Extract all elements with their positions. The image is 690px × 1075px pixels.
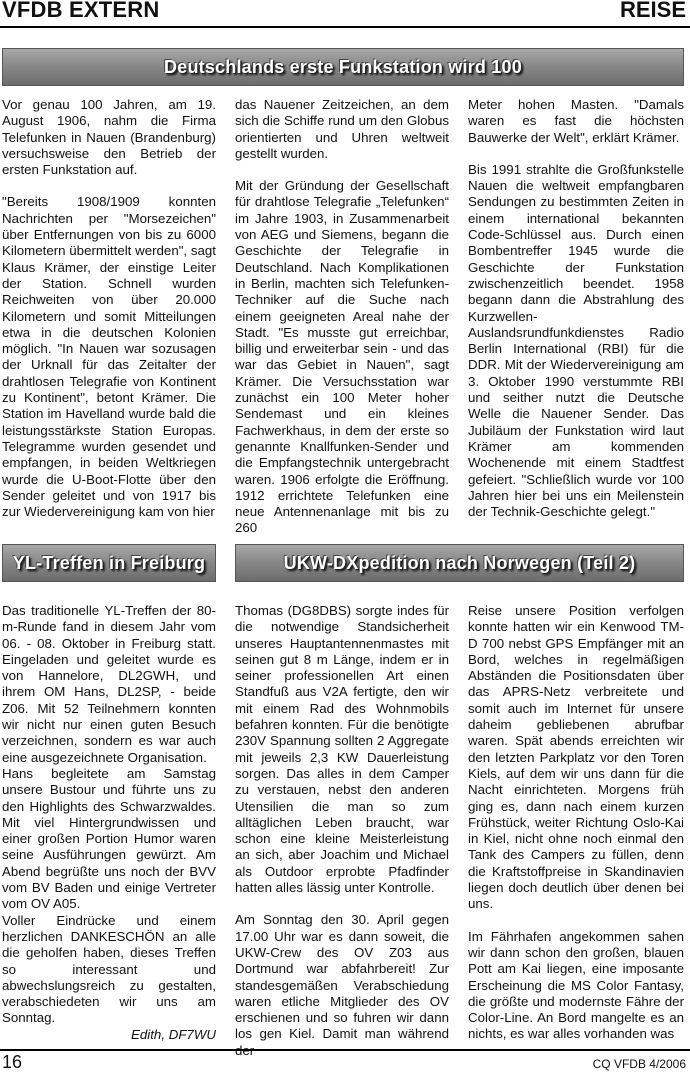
article1-column-2 [235, 97, 449, 536]
article3-column-1 [235, 603, 449, 1058]
paragraph: Thomas (DG8DBS) sorgte indes für die notwendige Standsicherheit unseres Hauptantennenmastes mit seinen gut 8 m Länge, indem er in seiner professionellen Art einen Standfuß aus V2A fertigte, den wir mit einem Rad des Wohnmobils befahren konnten. Für die benötigte 230V Spannung sollten 2 Aggregate mit jeweils 2,3 KW Dauerleistung sorgen. Das alles in dem Camper zu verstauen, nebst den anderen Utensilien die man so zum alltäglichen Leben braucht, war schon eine kleine Meisterleistung an sich, aber Joachim und Michael als Outdoor erprobte Pfadfinder hatten alles lässig unter Kontrolle. [235, 603, 449, 896]
paragraph: Bis 1991 strahlte die Großfunkstelle Nauen die weltweit empfangbaren Sendungen zu bestimmten Zeiten in einem international bekannten Code-Schlüssel aus. Durch einen Bombentreffer 1945 wurde die Geschichte der Funkstation zwischenzeitlich beendet. 1958 begann dann die Abstrahlung des Kurzwellen-Auslandsrundfunkdienstes Radio Berlin International (RBI) für die DDR. Mit der Wiedervereinigung am 3. Oktober 1990 verstummte RBI und seither nutzt die Deutsche Welle die Nauener Sender. Das Jubiläum der Funkstation wird laut Krämer am kommenden Wochenende mit einem Stadtfest gefeiert. "Schließlich wurde vor 100 Jahren hier bei uns ein Meilenstein der Technik-Geschichte gelegt." [468, 161, 684, 520]
article-banner-yl-treffen [2, 544, 216, 582]
paragraph: Im Fährhafen angekommen sahen wir dann schon den großen, blauen Pott am Kai liegen, eine imposante Erscheinung die MS Color Fantasy, die größte und modernste Fähre der Color-Line. An Bord mangelte es an nichts, es war alles vorhanden was [468, 928, 684, 1042]
paragraph: "Bereits 1908/1909 konnten Nachrichten per "Morsezeichen" über Entfernungen von bis zu 6000 Kilometern übermittelt werden", sagt Klaus Krämer, der einstige Leiter der Station. Schnell wurden Reichweiten von über 20.000 Kilometern und somit Mitteilungen etwa in die deutschen Kolonien möglich. "In Nauen war sozusagen der Urknall für das Zeitalter der drahtlosen Telegrafie von Kontinent zu Kontinent", betont Krämer. Die Station im Havelland wurde bald die leistungsstärkste Station Europas. Telegramme wurden gesendet und empfangen, in beiden Weltkriegen wurde die U-Boot-Flotte über den Sender geleitet und von 1917 bis zur Wiedervereinigung kam von hier [2, 194, 216, 520]
paragraph: Voller Eindrücke und einem herzlichen DANKESCHÖN an alle die geholfen haben, dieses Treffen so interessant und abwechslungsreich zu gestalten, verabschiedeten wir uns am Sonntag. [2, 912, 216, 1026]
page-header [0, 0, 690, 26]
footer-rule [0, 1049, 690, 1051]
article1-column-3 [468, 97, 684, 527]
paragraph: Vor genau 100 Jahren, am 19. August 1906, nahm die Firma Telefunken in Nauen (Brandenburg) versuchsweise den Betrieb der ersten Funkstation auf. [2, 97, 216, 178]
article3-column-2 [468, 603, 684, 1043]
paragraph: Das traditionelle YL-Treffen der 80-m-Runde fand in diesem Jahr vom 06. - 08. Oktober in Freiburg statt. Eingeladen und geleitet wurde es von Hannelore, DL2GWH, und ihrem OM Hans, DL2SP, - beide Z06. Mit 52 Teilnehmern konnten wir nicht nur einen guten Besuch verzeichnen, sondern es war auch eine ausgezeichnete Organisation. [2, 603, 216, 765]
article-title: UKW-DXpedition nach Norwegen (Teil 2) [283, 552, 636, 573]
paragraph: Meter hohen Masten. "Damals waren es fast die höchsten Bauwerke der Welt", erklärt Krämer. [468, 97, 684, 145]
section-title-left: VFDB EXTERN [2, 0, 160, 22]
page-number: 16 [2, 1052, 23, 1072]
article-title: YL-Treffen in Freiburg [12, 552, 206, 573]
article-title: Deutschlands erste Funkstation wird 100 [164, 56, 522, 77]
author-signature: Edith, DF7WU [131, 1026, 216, 1042]
paragraph: Reise unsere Position verfolgen konnte hatten wir ein Kenwood TM-D 700 nebst GPS Empfänger mit an Bord, welches in regelmäßigen Abständen die Positionsdaten über das APRS-Netz verbreitete und somit auch im Internet für unsere daheim gebliebenen abrufbar waren. Spät abends erreichten wir den letzten Parkplatz vor den Toren Kiels, auf dem wir uns dann für die Nacht einrichteten. Morgens früh ging es, dann nach einem kurzen Frühstück, weiter Richtung Oslo-Kai in Kiel, nicht ohne noch einmal den Tank des Campers zu füllen, denn die Kraftstoffpreise in Skandinavien liegen doch deutlich über denen bei uns. [468, 603, 684, 912]
paragraph: Hans begleitete am Samstag unsere Bustour und führte uns zu den Highlights des Schwarzwaldes. Mit viel Hintergrundwissen und einer großen Portion Humor waren seine Ausführungen gewürzt. Am Abend begrüßte uns noch der BVV vom BV Baden und einige Vertreter vom OV A05. [2, 765, 216, 912]
article2-column [2, 603, 216, 1043]
issue-label: CQ VFDB 4/2006 [592, 1057, 686, 1071]
paragraph: Mit der Gründung der Gesellschaft für drahtlose Telegrafie „Telefunken“ im Jahre 1903, in Zusammenarbeit von AEG und Siemens, begann die Geschichte der Telegrafie in Deutschland. Nach Komplikationen in Berlin, machten sich Telefunken-Techniker auf die Suche nach einem geeigneten Areal nahe der Stadt. "Es musste gut erreichbar, billig und erweiterbar sein - und das war das Gebiet in Nauen", sagt Krämer. Die Versuchsstation war zunächst ein 100 Meter hoher Sendemast und ein kleines Fachwerkhaus, in dem der erste so genannte Knallfunken-Sender und die Empfangstechnik untergebracht waren. 1906 erfolgte die Eröffnung. 1912 errichtete Telefunken eine neue Antennenanlage mit bis zu 260 [235, 178, 449, 536]
header-rule [0, 26, 690, 28]
article-banner-funkstation [2, 48, 684, 86]
paragraph: Am Sonntag den 30. April gegen 17.00 Uhr war es dann soweit, die UKW-Crew des OV Z03 aus Dortmund war abfahrbereit! Zur standesgemäßen Verabschiedung waren etliche Mitglieder des OV erschienen und so fuhren wir dann los gen Kiel. Damit man während der [235, 912, 449, 1058]
article-banner-ukw-dxpedition [235, 544, 684, 582]
section-title-right: REISE [619, 0, 686, 22]
paragraph: das Nauener Zeitzeichen, an dem sich die Schiffe rund um den Globus orientierten und Uhren weltweit gestellt wurden. [235, 97, 449, 161]
article1-column-1 [2, 97, 216, 527]
